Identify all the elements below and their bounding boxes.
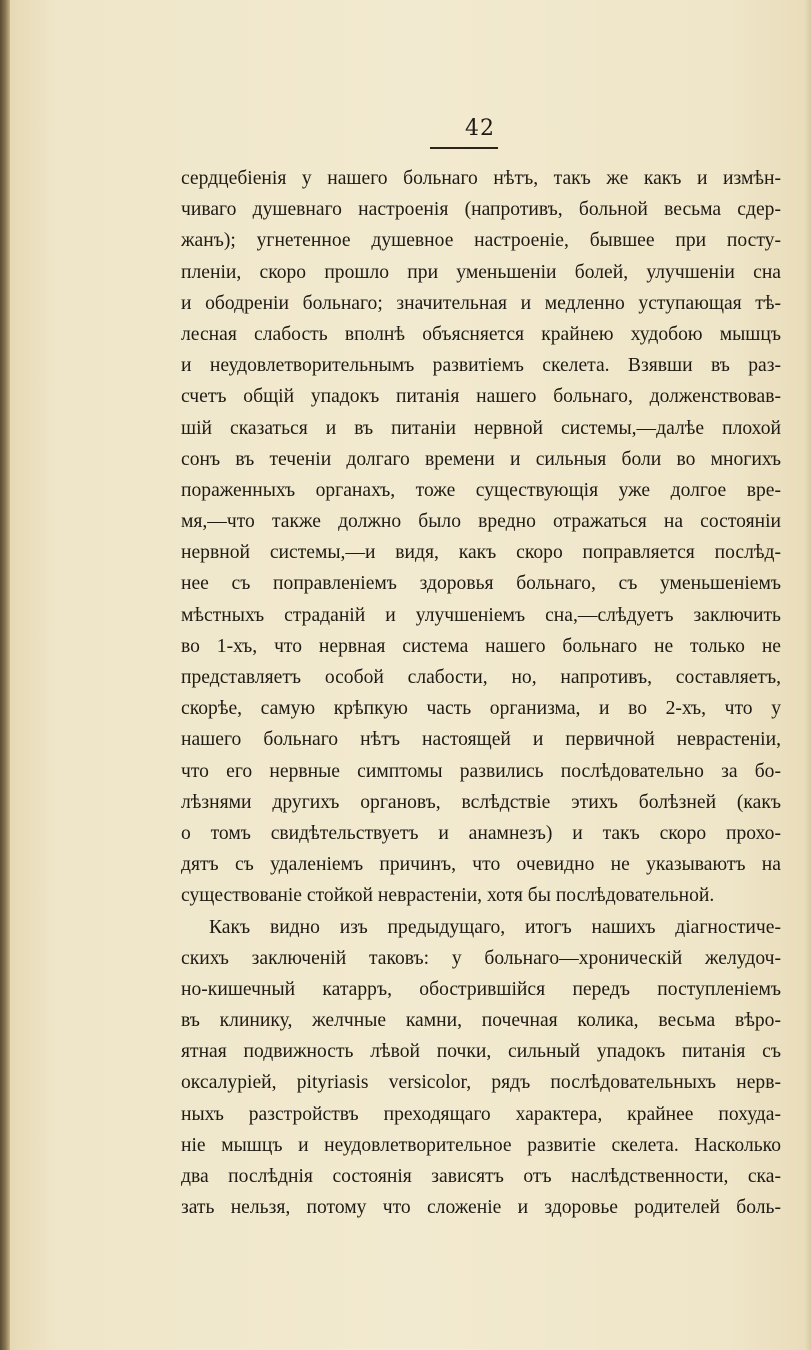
text-line: и неудовлетворительнымъ развитіемъ скелета. Взявши въ раз- bbox=[181, 355, 781, 377]
text-line: ятная подвижность лѣвой почки, сильный упадокъ питанія съ bbox=[181, 1041, 781, 1063]
text-line: во 1-хъ, что нервная система нашего больнаго не только не bbox=[181, 635, 781, 657]
header-rule bbox=[430, 147, 498, 149]
text-line: представляетъ особой слабости, но, напротивъ, составляетъ, bbox=[181, 667, 781, 688]
text-line: чиваго душевнаго настроенія (напротивъ, больной весьма сдер- bbox=[181, 199, 781, 221]
text-line: ныхъ разстройствъ преходящаго характера, крайнее похуда- bbox=[181, 1103, 781, 1125]
text-line: нее съ поправленіемъ здоровья больнаго, съ уменьшеніемъ bbox=[181, 573, 781, 595]
text-line: пленіи, скоро прошло при уменьшеніи болей, улучшеніи сна bbox=[181, 261, 781, 283]
text-line: сердцебіенія у нашего больнаго нѣтъ, такъ же какъ и измѣн- bbox=[181, 168, 781, 189]
text-line: шій сказаться и въ питаніи нервной системы,—далѣе плохой bbox=[181, 417, 781, 439]
text-line: оксалуріей, pityriasis versicolor, рядъ послѣдовательныхъ нерв- bbox=[181, 1072, 781, 1094]
text-line: сонъ въ теченіи долгаго времени и сильныя боли во многихъ bbox=[181, 448, 781, 470]
text-line: нервной системы,—и видя, какъ скоро поправляется послѣд- bbox=[181, 542, 781, 564]
text-line: два послѣднія состоянія зависятъ отъ наслѣдственности, ска- bbox=[181, 1166, 781, 1187]
text-line: дятъ съ удаленіемъ причинъ, что очевидно не указываютъ на bbox=[181, 854, 781, 876]
text-line: что его нервные симптомы развились послѣдовательно за бо- bbox=[181, 760, 781, 782]
text-line: зать нельзя, потому что сложеніе и здоровье родителей боль- bbox=[181, 1197, 781, 1219]
text-line: лѣзнями другихъ органовъ, вслѣдствіе этихъ болѣзней (какъ bbox=[181, 791, 781, 813]
page-number: 42 bbox=[465, 116, 495, 141]
text-line: лесная слабость вполнѣ объясняется крайнею худобою мышцъ bbox=[181, 323, 781, 345]
text-line: скихъ заключеній таковъ: у больнаго—хроническій желудоч- bbox=[181, 947, 781, 969]
text-line: существованіе стойкой неврастеніи, хотя бы послѣдовательной. bbox=[181, 885, 715, 907]
text-line: ніе мышцъ и неудовлетворительное развитіе скелета. Насколько bbox=[181, 1134, 781, 1156]
body-text bbox=[181, 163, 781, 1223]
text-line: нашего больнаго нѣтъ настоящей и первичной неврастеніи, bbox=[181, 729, 781, 751]
text-line: скорѣе, самую крѣпкую часть организма, и во 2-хъ, что у bbox=[181, 698, 781, 720]
text-line: пораженныхъ органахъ, тоже существующія уже долгое вре- bbox=[181, 479, 781, 501]
text-line: но-кишечный катарръ, обострившійся передъ поступленіемъ bbox=[181, 978, 781, 1000]
text-line: мя,—что также должно было вредно отражаться на состояніи bbox=[181, 511, 781, 533]
text-line: Какъ видно изъ предыдущаго, итогъ нашихъ діагностиче- bbox=[209, 916, 781, 938]
text-line: о томъ свидѣтельствуетъ и анамнезъ) и такъ скоро прохо- bbox=[181, 822, 781, 844]
text-line: мѣстныхъ страданій и улучшеніемъ сна,—слѣдуетъ заключить bbox=[181, 604, 781, 626]
text-line: жанъ); угнетенное душевное настроеніе, бывшее при посту- bbox=[181, 230, 781, 252]
page-right-edge bbox=[805, 0, 811, 1350]
book-spine-edge bbox=[0, 0, 10, 1350]
text-line: въ клинику, желчные камни, почечная колика, весьма вѣро- bbox=[181, 1010, 781, 1032]
text-line: и ободреніи больнаго; значительная и медленно уступающая тѣ- bbox=[181, 292, 781, 314]
text-line: счетъ общій упадокъ питанія нашего больнаго, долженствовав- bbox=[181, 386, 781, 408]
